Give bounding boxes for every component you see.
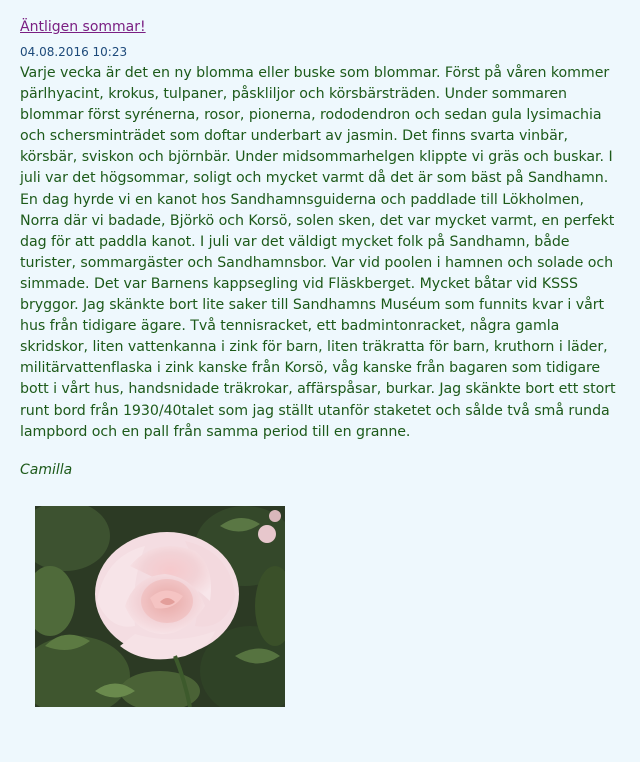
post-body: Varje vecka är det en ny blomma eller buske som blommar. Först på våren kommer pärlhyacint, krokus, tulpaner, påskliljor och körsbärsträden. Under sommaren blommar först syrénerna, rosor, pionerna, rododendron och sedan gula lysimachia och schersminträdet som doftar underbart av jasmin. Det finns svarta vinbär, körsbär, sviskon och björnbär. Under midsommarhelgen klippte vi gräs och buskar. I juli var det högsommar, soligt och mycket varmt då det är som bäst på Sandhamn. En dag hyrde vi en kanot hos Sandhamnsguiderna och paddlade till Lökholmen, Norra där vi badade, Björkö och Korsö, solen sken, det var mycket varmt, en perfekt dag för att paddla kanot. I juli var det väldigt mycket folk på Sandhamn, både turister, sommargäster och Sandhamnsbor. Var vid poolen i hamnen och solade och simmade. Det var Barnens kappsegling vid Fläskberget. Mycket båtar vid KSSS bryggor. Jag skänkte bort lite saker till Sandhamns Muséum som funnits kvar i vårt hus från tidigare ägare. Två tennisracket, ett badmintonracket, några gamla skridskor, liten vattenkanna i zink för barn, liten träkratta för barn, kruthorn i läder, militärvattenflaska i zink kanske från Korsö, våg kanske från bagaren som tidigare bott i vårt hus, handsnidade träkrokar, affärspåsar, burkar. Jag skänkte bort ett stort runt bord från 1930/40talet som jag ställt utanför staketet och sålde två små runda lampbord och en pall från samma period till en granne. (20, 65, 616, 440)
blog-post (20, 19, 624, 479)
post-title-link[interactable]: Äntligen sommar! (20, 19, 146, 35)
post-date: 04.08.2016 10:23 (20, 45, 128, 59)
post-author: Camilla (20, 461, 73, 478)
rose-photo (35, 506, 285, 707)
